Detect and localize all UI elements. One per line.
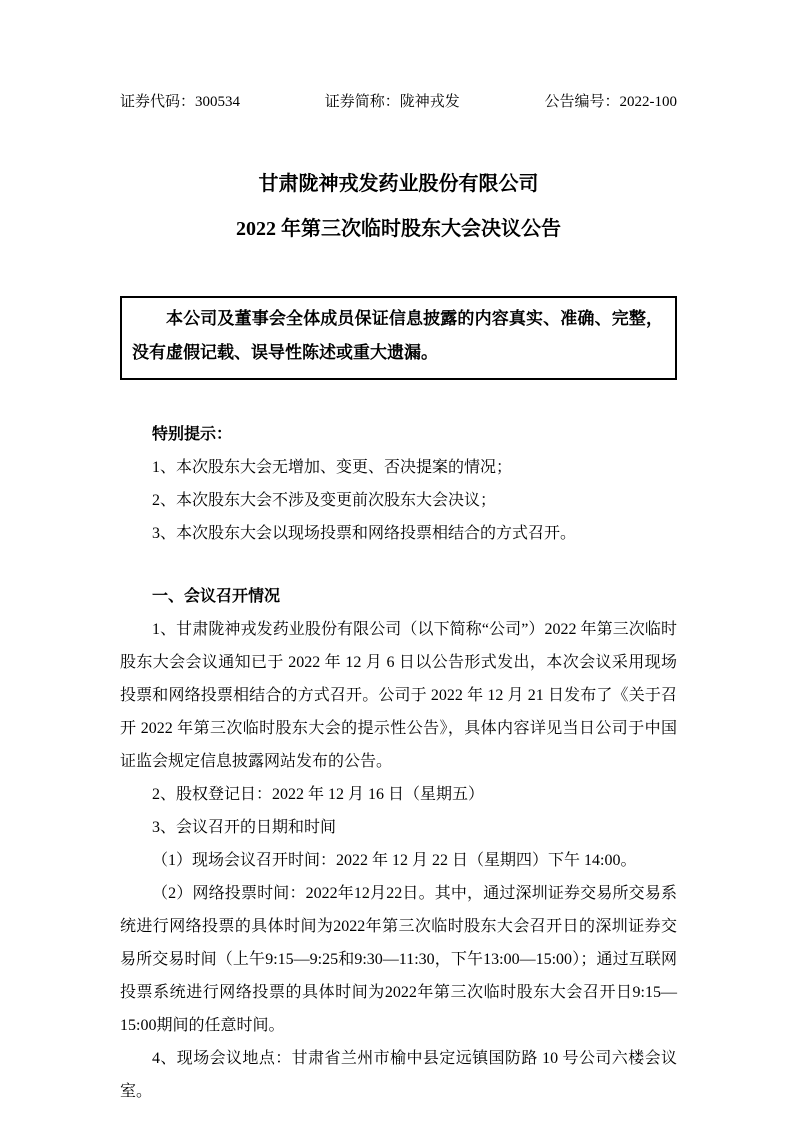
section1-paragraph-5: （2）网络投票时间：2022年12月22日。其中，通过深圳证券交易所交易系统进行网络投票的具体时间为2022年第三次临时股东大会召开日的深圳证券交易所交易时间（上午9:15—9:25和9:30—11:30，下午13:00—15:00）；通过互联网投票系统进行网络投票的具体时间为2022年第三次临时股东大会召开日9:15—15:00期间的任意时间。: [120, 885, 677, 1034]
document-header: [120, 92, 677, 112]
disclaimer-box: [120, 296, 677, 380]
section1-paragraph-1: 1、甘肃陇神戎发药业股份有限公司（以下简称“公司”）2022 年第三次临时股东大会会议通知已于 2022 年 12 月 6 日以公告形式发出，本次会议采用现场投票和网络投票相结合的方式召开。公司于 2022 年 12 月 21 日发布了《关于召开 2022 年第三次临时股东大会的提示性公告》，具体内容详见当日公司于中国证监会规定信息披露网站发布的公告。: [120, 621, 677, 770]
stock-code: 证券代码：300534: [120, 94, 241, 110]
title-block: [120, 162, 677, 252]
special-notice-item-1: 1、本次股东大会无增加、变更、否决提案的情况；: [152, 459, 513, 476]
section1-paragraph-4: （1）现场会议召开时间：2022 年 12 月 22 日（星期四）下午 14:00。: [152, 852, 637, 869]
section1-heading: 一、会议召开情况: [152, 588, 281, 605]
section1-paragraph-2: 2、股权登记日：2022 年 12 月 16 日（星期五）: [152, 786, 485, 803]
stock-name: 证券简称：陇神戎发: [324, 94, 460, 110]
section1-paragraph-6: 4、现场会议地点：甘肃省兰州市榆中县定远镇国防路 10 号公司六楼会议室。: [120, 1050, 677, 1100]
disclaimer-text: 本公司及董事会全体成员保证信息披露的内容真实、准确、完整，没有虚假记载、误导性陈述或重大遗漏。: [132, 309, 663, 362]
company-name-title: 甘肃陇神戎发药业股份有限公司: [258, 173, 539, 195]
section1-paragraph-3: 3、会议召开的日期和时间: [152, 819, 337, 836]
meeting-convening-section: [120, 580, 677, 1108]
special-notice-item-3: 3、本次股东大会以现场投票和网络投票相结合的方式召开。: [152, 525, 577, 542]
special-notice-item-2: 2、本次股东大会不涉及变更前次股东大会决议；: [152, 492, 497, 509]
special-notice-heading: 特别提示：: [152, 426, 233, 443]
announcement-number: 公告编号：2022-100: [544, 94, 677, 110]
announcement-title: 2022 年第三次临时股东大会决议公告: [236, 218, 561, 240]
special-notice-section: [120, 418, 677, 550]
